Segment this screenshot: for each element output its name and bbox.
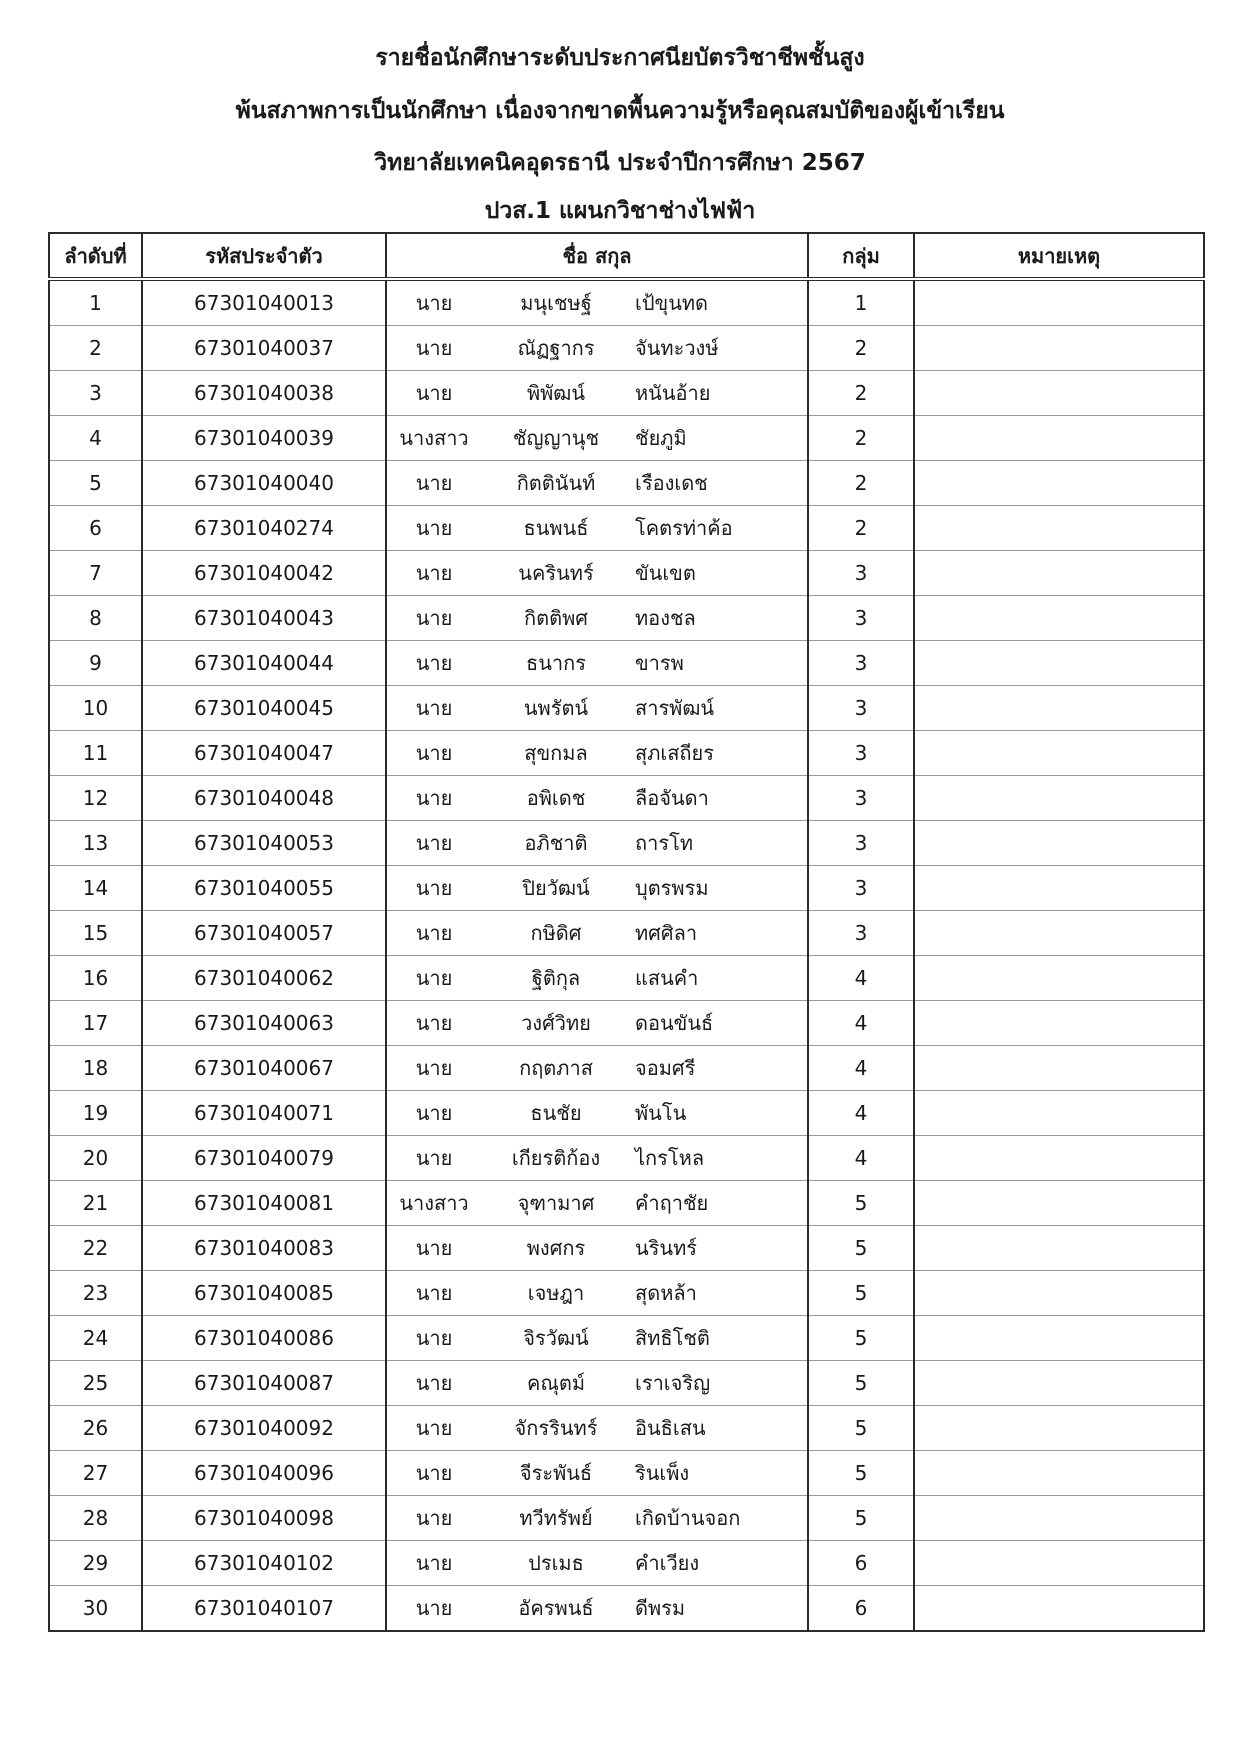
remark-cell: [914, 1496, 1204, 1541]
name-prefix: นาย: [415, 876, 453, 900]
name-prefix: นางสาว: [399, 426, 469, 450]
remark-cell: [914, 1226, 1204, 1271]
student-id: 67301040087: [142, 1361, 386, 1406]
first-name: กฤตภาส: [519, 1056, 593, 1080]
first-name: มนุเชษฐ์: [520, 291, 592, 315]
group-number: 3: [808, 776, 914, 821]
row-index: 12: [49, 776, 142, 821]
group-number: 2: [808, 416, 914, 461]
student-name-cell: [386, 416, 808, 461]
remark-cell: [914, 461, 1204, 506]
last-name: เป้ขุนทด: [635, 291, 709, 315]
student-name-cell: [386, 1001, 808, 1046]
student-id: 67301040039: [142, 416, 386, 461]
name-prefix: นาย: [415, 1596, 453, 1620]
student-id: 67301040045: [142, 686, 386, 731]
student-id: 67301040083: [142, 1226, 386, 1271]
student-name-cell: [386, 1181, 808, 1226]
group-number: 1: [808, 279, 914, 326]
last-name: ลือจันดา: [635, 786, 709, 810]
row-index: 15: [49, 911, 142, 956]
row-index: 10: [49, 686, 142, 731]
row-index: 3: [49, 371, 142, 416]
group-number: 3: [808, 731, 914, 776]
group-number: 2: [808, 371, 914, 416]
remark-cell: [914, 1451, 1204, 1496]
first-name: วงศ์วิทย: [521, 1011, 591, 1035]
student-name-cell: [386, 279, 808, 326]
student-name-cell: [386, 1406, 808, 1451]
first-name: จุฑามาศ: [517, 1191, 595, 1215]
column-header-group: กลุ่ม: [808, 233, 914, 279]
last-name: ดอนขันธ์: [635, 1011, 714, 1035]
student-name-cell: [386, 1541, 808, 1586]
group-number: 3: [808, 641, 914, 686]
remark-cell: [914, 506, 1204, 551]
row-index: 22: [49, 1226, 142, 1271]
student-name-cell: [386, 1451, 808, 1496]
group-number: 5: [808, 1406, 914, 1451]
document-title: รายชื่อนักศึกษาระดับประกาศนียบัตรวิชาชีพชั้นสูง: [375, 45, 865, 71]
student-name-cell: [386, 371, 808, 416]
student-name-cell: [386, 956, 808, 1001]
remark-cell: [914, 641, 1204, 686]
remark-cell: [914, 279, 1204, 326]
group-number: 3: [808, 821, 914, 866]
student-id: 67301040092: [142, 1406, 386, 1451]
student-name-cell: [386, 596, 808, 641]
table-row: [49, 1316, 1204, 1361]
student-name-cell: [386, 506, 808, 551]
row-index: 21: [49, 1181, 142, 1226]
row-index: 6: [49, 506, 142, 551]
student-name-cell: [386, 1226, 808, 1271]
name-prefix: นาย: [415, 1101, 453, 1125]
table-row: [49, 1091, 1204, 1136]
last-name: จอมศรี: [635, 1056, 696, 1080]
student-id: 67301040079: [142, 1136, 386, 1181]
name-prefix: นาย: [415, 1281, 453, 1305]
remark-cell: [914, 1586, 1204, 1632]
first-name: อพิเดช: [526, 786, 586, 810]
student-id: 67301040038: [142, 371, 386, 416]
name-prefix: นางสาว: [399, 1191, 469, 1215]
row-index: 13: [49, 821, 142, 866]
table-row: [49, 279, 1204, 326]
remark-cell: [914, 551, 1204, 596]
last-name: ชัยภูมิ: [635, 426, 687, 450]
remark-cell: [914, 1361, 1204, 1406]
student-name-cell: [386, 1361, 808, 1406]
last-name: รินเพ็ง: [635, 1461, 690, 1485]
row-index: 14: [49, 866, 142, 911]
first-name: ชัญญานุช: [512, 426, 600, 450]
student-id: 67301040057: [142, 911, 386, 956]
group-number: 4: [808, 1136, 914, 1181]
first-name: ธนากร: [526, 651, 586, 675]
remark-cell: [914, 596, 1204, 641]
last-name: พันโน: [635, 1101, 687, 1125]
first-name: คณุตม์: [526, 1371, 586, 1395]
student-id: 67301040067: [142, 1046, 386, 1091]
column-header-student-id: รหัสประจำตัว: [142, 233, 386, 279]
row-index: 18: [49, 1046, 142, 1091]
remark-cell: [914, 1406, 1204, 1451]
remark-cell: [914, 1271, 1204, 1316]
student-name-cell: [386, 551, 808, 596]
document-subtitle-college-year: วิทยาลัยเทคนิคอุดรธานี ประจำปีการศึกษา 2567: [374, 150, 866, 176]
table-row: [49, 1136, 1204, 1181]
row-index: 9: [49, 641, 142, 686]
group-number: 4: [808, 1001, 914, 1046]
name-prefix: นาย: [415, 786, 453, 810]
remark-cell: [914, 1181, 1204, 1226]
remark-cell: [914, 1091, 1204, 1136]
document-subtitle-department: ปวส.1 แผนกวิชาช่างไฟฟ้า: [484, 198, 756, 224]
row-index: 17: [49, 1001, 142, 1046]
first-name: กิตตินันท์: [516, 471, 596, 495]
first-name: กษิดิศ: [530, 921, 582, 945]
group-number: 2: [808, 326, 914, 371]
table-row: [49, 1271, 1204, 1316]
student-id: 67301040062: [142, 956, 386, 1001]
student-id: 67301040048: [142, 776, 386, 821]
last-name: บุตรพรม: [635, 876, 709, 900]
name-prefix: นาย: [415, 1146, 453, 1170]
student-id: 67301040071: [142, 1091, 386, 1136]
last-name: ขารพ: [635, 651, 684, 675]
table-row: [49, 776, 1204, 821]
name-prefix: นาย: [415, 651, 453, 675]
group-number: 3: [808, 551, 914, 596]
first-name: จิรวัฒน์: [523, 1326, 589, 1350]
last-name: อินธิเสน: [635, 1416, 706, 1440]
first-name: นพรัตน์: [523, 696, 589, 720]
student-name-cell: [386, 1136, 808, 1181]
group-number: 5: [808, 1181, 914, 1226]
group-number: 5: [808, 1451, 914, 1496]
table-row: [49, 1226, 1204, 1271]
first-name: เจษฎา: [527, 1281, 585, 1305]
remark-cell: [914, 776, 1204, 821]
first-name: ฐิติกุล: [531, 966, 581, 990]
student-name-cell: [386, 686, 808, 731]
name-prefix: นาย: [415, 381, 453, 405]
student-id: 67301040042: [142, 551, 386, 596]
row-index: 30: [49, 1586, 142, 1632]
table-row: [49, 1586, 1204, 1632]
group-number: 5: [808, 1361, 914, 1406]
group-number: 4: [808, 1046, 914, 1091]
table-row: [49, 1496, 1204, 1541]
student-name-cell: [386, 1496, 808, 1541]
student-id: 67301040013: [142, 279, 386, 326]
student-name-cell: [386, 641, 808, 686]
student-roster-table: [48, 232, 1205, 1632]
student-id: 67301040055: [142, 866, 386, 911]
name-prefix: นาย: [415, 1326, 453, 1350]
first-name: ธนพนธ์: [523, 516, 589, 540]
row-index: 19: [49, 1091, 142, 1136]
table-row: [49, 326, 1204, 371]
table-row: [49, 1046, 1204, 1091]
group-number: 6: [808, 1541, 914, 1586]
first-name: ปิยวัฒน์: [522, 876, 590, 900]
remark-cell: [914, 911, 1204, 956]
row-index: 20: [49, 1136, 142, 1181]
row-index: 4: [49, 416, 142, 461]
student-id: 67301040053: [142, 821, 386, 866]
group-number: 4: [808, 956, 914, 1001]
student-id: 67301040040: [142, 461, 386, 506]
name-prefix: นาย: [415, 561, 453, 585]
name-prefix: นาย: [415, 966, 453, 990]
group-number: 3: [808, 596, 914, 641]
row-index: 1: [49, 279, 142, 326]
last-name: คำเวียง: [635, 1551, 700, 1575]
remark-cell: [914, 416, 1204, 461]
table-header-row: [49, 233, 1204, 279]
last-name: ทศศิลา: [635, 921, 698, 945]
column-header-remark: หมายเหตุ: [914, 233, 1204, 279]
table-row: [49, 1451, 1204, 1496]
name-prefix: นาย: [415, 1056, 453, 1080]
document-subtitle-reason: พ้นสภาพการเป็นนักศึกษา เนื่องจากขาดพื้นความรู้หรือคุณสมบัติของผู้เข้าเรียน: [235, 98, 1005, 124]
last-name: สุภเสถียร: [635, 741, 715, 765]
table-row: [49, 1001, 1204, 1046]
student-id: 67301040098: [142, 1496, 386, 1541]
name-prefix: นาย: [415, 1371, 453, 1395]
remark-cell: [914, 866, 1204, 911]
student-name-cell: [386, 1271, 808, 1316]
student-name-cell: [386, 1586, 808, 1632]
last-name: โคตรท่าค้อ: [635, 516, 733, 540]
remark-cell: [914, 326, 1204, 371]
last-name: แสนคำ: [635, 966, 699, 990]
student-id: 67301040107: [142, 1586, 386, 1632]
student-name-cell: [386, 911, 808, 956]
table-row: [49, 731, 1204, 776]
row-index: 25: [49, 1361, 142, 1406]
row-index: 5: [49, 461, 142, 506]
last-name: เกิดบ้านจอก: [635, 1506, 741, 1530]
row-index: 11: [49, 731, 142, 776]
table-row: [49, 821, 1204, 866]
student-id: 67301040043: [142, 596, 386, 641]
remark-cell: [914, 1136, 1204, 1181]
name-prefix: นาย: [415, 516, 453, 540]
table-row: [49, 1181, 1204, 1226]
name-prefix: นาย: [415, 1506, 453, 1530]
group-number: 3: [808, 866, 914, 911]
remark-cell: [914, 1316, 1204, 1361]
first-name: สุขกมล: [524, 741, 588, 765]
name-prefix: นาย: [415, 291, 453, 315]
first-name: ณัฏฐากร: [517, 336, 595, 360]
last-name: หนันอ้าย: [635, 381, 711, 405]
name-prefix: นาย: [415, 606, 453, 630]
name-prefix: นาย: [415, 336, 453, 360]
last-name: สารพัฒน์: [635, 696, 715, 720]
first-name: ธนชัย: [530, 1101, 582, 1125]
student-id: 67301040102: [142, 1541, 386, 1586]
row-index: 16: [49, 956, 142, 1001]
first-name: ปรเมธ: [528, 1551, 584, 1575]
row-index: 23: [49, 1271, 142, 1316]
group-number: 2: [808, 461, 914, 506]
last-name: ไกรโหล: [635, 1146, 705, 1170]
last-name: คำฤาชัย: [635, 1191, 709, 1215]
last-name: สิทธิโชติ: [635, 1326, 710, 1350]
group-number: 6: [808, 1586, 914, 1632]
table-row: [49, 551, 1204, 596]
last-name: นรินทร์: [635, 1236, 698, 1260]
student-name-cell: [386, 776, 808, 821]
student-id: 67301040096: [142, 1451, 386, 1496]
last-name: เรืองเดช: [635, 471, 708, 495]
group-number: 3: [808, 911, 914, 956]
name-prefix: นาย: [415, 741, 453, 765]
group-number: 5: [808, 1496, 914, 1541]
last-name: ดีพรม: [635, 1596, 686, 1620]
group-number: 2: [808, 506, 914, 551]
last-name: ถารโท: [635, 831, 694, 855]
group-number: 5: [808, 1226, 914, 1271]
name-prefix: นาย: [415, 696, 453, 720]
table-row: [49, 371, 1204, 416]
table-body: [49, 279, 1204, 1631]
table-row: [49, 1406, 1204, 1451]
last-name: สุดหล้า: [635, 1281, 697, 1305]
last-name: ทองชล: [635, 606, 696, 630]
last-name: เราเจริญ: [635, 1371, 711, 1395]
first-name: กิตติพศ: [524, 606, 588, 630]
name-prefix: นาย: [415, 1011, 453, 1035]
student-name-cell: [386, 731, 808, 776]
student-id: 67301040063: [142, 1001, 386, 1046]
table-row: [49, 1541, 1204, 1586]
row-index: 27: [49, 1451, 142, 1496]
student-name-cell: [386, 821, 808, 866]
first-name: ทวีทรัพย์: [519, 1506, 593, 1530]
row-index: 2: [49, 326, 142, 371]
student-name-cell: [386, 1316, 808, 1361]
group-number: 3: [808, 686, 914, 731]
table-row: [49, 416, 1204, 461]
table-row: [49, 956, 1204, 1001]
table-row: [49, 686, 1204, 731]
remark-cell: [914, 1001, 1204, 1046]
table-row: [49, 506, 1204, 551]
student-id: 67301040081: [142, 1181, 386, 1226]
remark-cell: [914, 1541, 1204, 1586]
table-row: [49, 596, 1204, 641]
row-index: 24: [49, 1316, 142, 1361]
row-index: 28: [49, 1496, 142, 1541]
name-prefix: นาย: [415, 1236, 453, 1260]
table-row: [49, 641, 1204, 686]
row-index: 26: [49, 1406, 142, 1451]
column-header-index: ลำดับที่: [49, 233, 142, 279]
first-name: พงศกร: [526, 1236, 586, 1260]
student-name-cell: [386, 866, 808, 911]
last-name: ขันเขต: [635, 561, 696, 585]
remark-cell: [914, 956, 1204, 1001]
remark-cell: [914, 821, 1204, 866]
name-prefix: นาย: [415, 921, 453, 945]
student-name-cell: [386, 1091, 808, 1136]
group-number: 4: [808, 1091, 914, 1136]
student-id: 67301040086: [142, 1316, 386, 1361]
column-header-name: ชื่อ สกุล: [386, 233, 808, 279]
remark-cell: [914, 731, 1204, 776]
table-row: [49, 866, 1204, 911]
row-index: 29: [49, 1541, 142, 1586]
name-prefix: นาย: [415, 1551, 453, 1575]
name-prefix: นาย: [415, 831, 453, 855]
first-name: นครินทร์: [518, 561, 594, 585]
first-name: จีระพันธ์: [519, 1461, 593, 1485]
row-index: 7: [49, 551, 142, 596]
table-row: [49, 911, 1204, 956]
first-name: จักรรินทร์: [514, 1416, 598, 1440]
first-name: พิพัฒน์: [526, 381, 586, 405]
first-name: อัครพนธ์: [518, 1596, 594, 1620]
student-id: 67301040085: [142, 1271, 386, 1316]
first-name: เกียรติก้อง: [511, 1146, 601, 1170]
group-number: 5: [808, 1316, 914, 1361]
student-name-cell: [386, 461, 808, 506]
first-name: อภิชาติ: [524, 831, 588, 855]
name-prefix: นาย: [415, 471, 453, 495]
last-name: จันทะวงษ์: [635, 336, 719, 360]
student-id: 67301040274: [142, 506, 386, 551]
name-prefix: นาย: [415, 1461, 453, 1485]
student-name-cell: [386, 326, 808, 371]
student-id: 67301040047: [142, 731, 386, 776]
remark-cell: [914, 686, 1204, 731]
remark-cell: [914, 1046, 1204, 1091]
group-number: 5: [808, 1271, 914, 1316]
student-id: 67301040044: [142, 641, 386, 686]
student-name-cell: [386, 1046, 808, 1091]
table-row: [49, 1361, 1204, 1406]
name-prefix: นาย: [415, 1416, 453, 1440]
table-row: [49, 461, 1204, 506]
row-index: 8: [49, 596, 142, 641]
student-id: 67301040037: [142, 326, 386, 371]
remark-cell: [914, 371, 1204, 416]
